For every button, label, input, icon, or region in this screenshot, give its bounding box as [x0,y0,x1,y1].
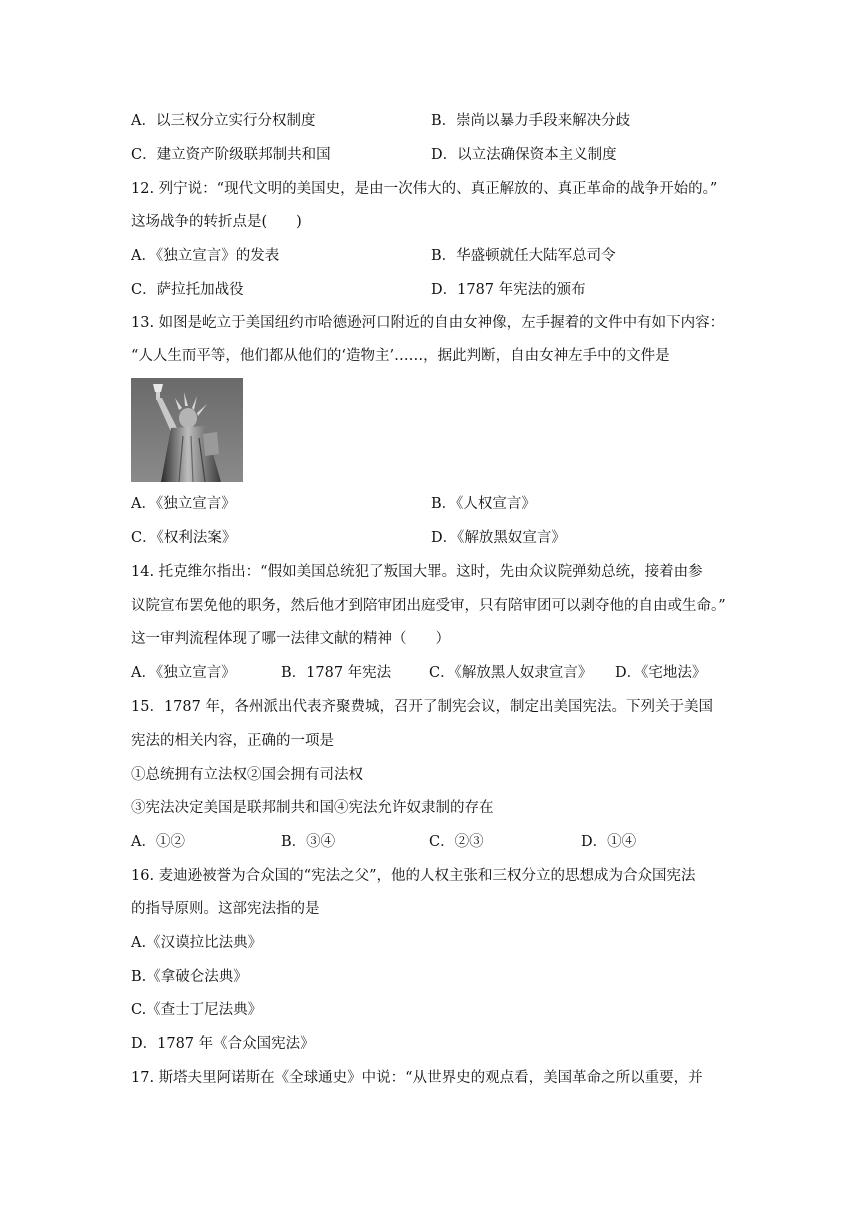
q16-option-b: B.《拿破仑法典》 [131,969,248,985]
q13-stem-line1: 13. 如图是屹立于美国纽约市哈德逊河口附近的自由女神像，左手握着的文件中有如下内容： [131,315,725,331]
q16-option-a: A.《汉谟拉比法典》 [131,935,263,951]
q14-stem-line3: 这一审判流程体现了哪一法律文献的精神（ ） [131,631,450,647]
q11-option-c: C．建立资产阶级联邦制共和国 [131,147,331,163]
q13-option-b: B．《人权宣言》 [431,496,536,512]
q11-option-d: D．以立法确保资本主义制度 [431,147,617,163]
q14-stem-line2: 议院宣布罢免他的职务，然后他才到陪审团出庭受审，只有陪审团可以剥夺他的自由或生命。” [131,598,726,614]
q16-stem-line2: 的指导原则。这部宪法指的是 [131,901,320,917]
q15-option-d: D．①④ [581,834,637,850]
q12-stem-line1: 12. 列宁说：“现代文明的美国史，是由一次伟大的、真正解放的、真正革命的战争开始的。” [131,181,718,197]
q13-option-a: A．《独立宣言》 [131,496,236,512]
q12-option-c: C．萨拉托加战役 [131,282,244,298]
q16-stem-line1: 16. 麦迪逊被誉为合众国的“宪法之父”，他的人权主张和三权分立的思想成为合众国宪法 [131,868,696,884]
q12-stem-line2: 这场战争的转折点是( ) [131,214,302,230]
q14-option-d: D．《宅地法》 [615,665,707,681]
q14-stem-line1: 14. 托克维尔指出：“假如美国总统犯了叛国大罪。这时，先由众议院弹劾总统，接着由参 [131,564,703,580]
q13-option-d: D．《解放黑奴宣言》 [431,530,566,546]
q12-option-a: A．《独立宣言》的发表 [131,248,280,264]
q11-option-a: A．以三权分立实行分权制度 [131,113,316,129]
q15-stem-line1: 15．1787 年，各州派出代表齐聚费城，召开了制宪会议，制定出美国宪法。下列关于美国 [131,699,713,715]
q14-option-b: B．1787 年宪法 [281,665,392,681]
q13-stem-line2: “人人生而平等，他们都从他们的‘造物主’……，据此判断，自由女神左手中的文件是 [131,348,670,364]
q14-option-c: C．《解放黑人奴隶宣言》 [429,665,593,681]
q12-option-d: D．1787 年宪法的颁布 [431,282,586,298]
q16-option-d: D．1787 年《合众国宪法》 [131,1036,315,1052]
q16-option-c: C.《查士丁尼法典》 [131,1002,263,1018]
q13-option-c: C．《权利法案》 [131,530,237,546]
q15-option-b: B．③④ [281,834,336,850]
statue-of-liberty-photo [131,378,243,482]
q15-stem-line3: ①总统拥有立法权②国会拥有司法权 [131,767,363,783]
q15-stem-line2: 宪法的相关内容，正确的一项是 [131,733,334,749]
q14-option-a: A．《独立宣言》 [131,665,236,681]
q12-option-b: B．华盛顿就任大陆军总司令 [431,248,616,264]
q15-option-c: C．②③ [429,834,484,850]
q11-option-b: B．崇尚以暴力手段来解决分歧 [431,113,631,129]
q15-stem-line4: ③宪法决定美国是联邦制共和国④宪法允许奴隶制的存在 [131,800,494,816]
q15-option-a: A．①② [131,834,185,850]
q17-stem-line1: 17. 斯塔夫里阿诺斯在《全球通史》中说：“从世界史的观点看，美国革命之所以重要，并 [131,1070,703,1086]
